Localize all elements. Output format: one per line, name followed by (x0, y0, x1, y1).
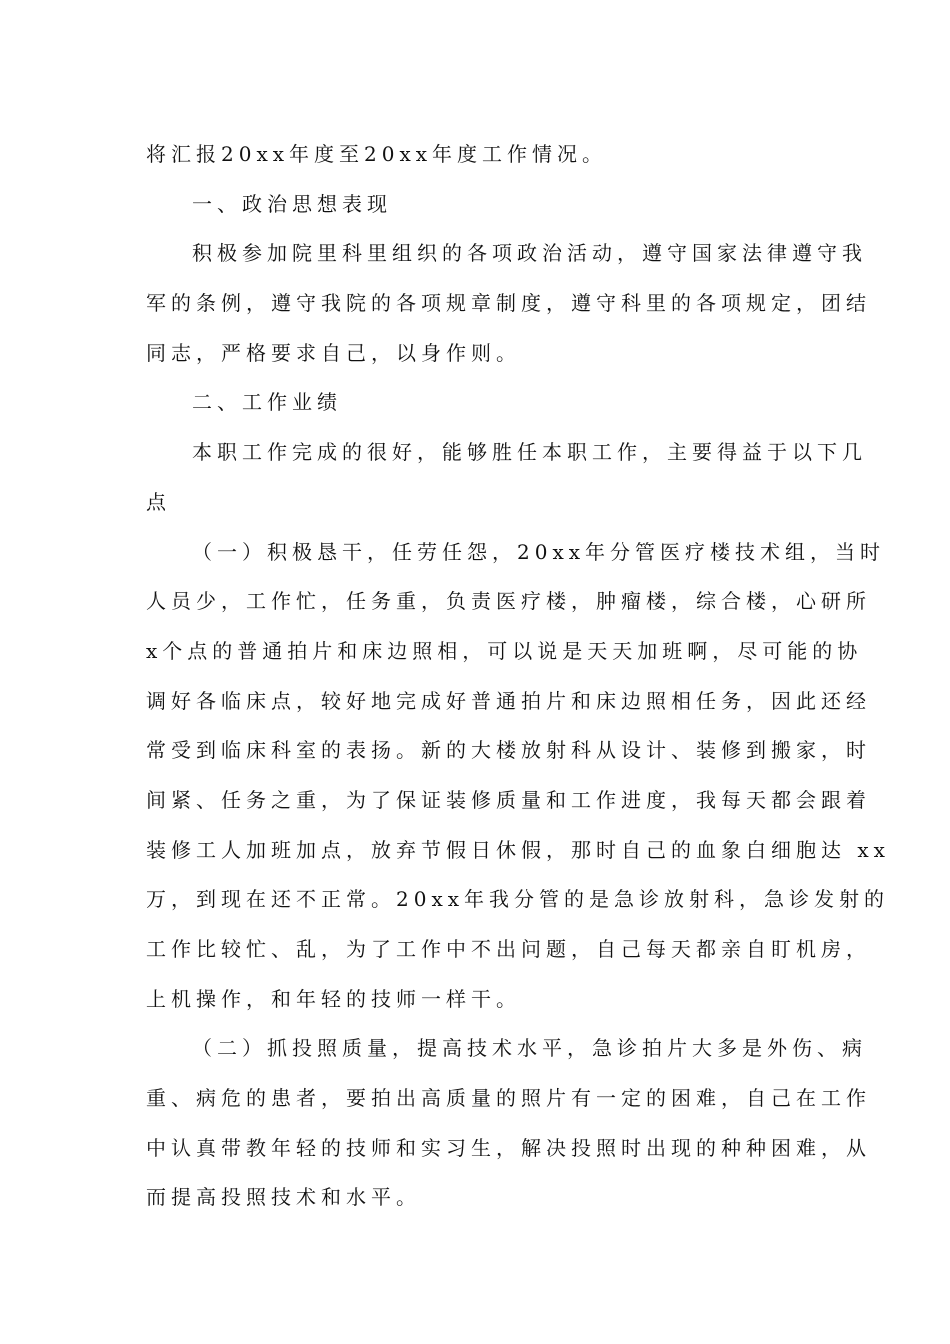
text-line: x个点的普通拍片和床边照相，可以说是天天加班啊，尽可能的协 (146, 638, 863, 663)
text-line: 而提高投照技术和水平。 (146, 1185, 421, 1210)
text-line: 万，到现在还不正常。20xx年我分管的是急诊放射科，急诊发射的 (146, 887, 890, 912)
text-line: 本职工作完成的很好，能够胜任本职工作，主要得益于以下几 (192, 440, 867, 465)
text-line: 同志，严格要求自己，以身作则。 (146, 340, 521, 365)
text-line: 中认真带教年轻的技师和实习生，解决投照时出现的种种困难，从 (146, 1135, 871, 1160)
text-line: 将汇报20xx年度至20xx年度工作情况。 (146, 142, 608, 166)
text-line: 积极参加院里科里组织的各项政治活动，遵守国家法律遵守我 (192, 241, 867, 266)
text-line: （二）抓投照质量，提高技术水平，急诊拍片大多是外伤、病 (192, 1036, 867, 1061)
text-line: 间紧、任务之重，为了保证装修质量和工作进度，我每天都会跟着 (146, 787, 871, 812)
text-line: 常受到临床科室的表扬。新的大楼放射科从设计、装修到搬家，时 (146, 738, 871, 763)
text-line: 军的条例，遵守我院的各项规章制度，遵守科里的各项规定，团结 (146, 291, 871, 316)
text-line: 重、病危的患者，要拍出高质量的照片有一定的困难，自己在工作 (146, 1086, 871, 1111)
text-line: 工作比较忙、乱，为了工作中不出问题，自己每天都亲自盯机房， (146, 937, 871, 961)
text-line: （一）积极恳干，任劳任怨，20xx年分管医疗楼技术组，当时 (192, 539, 886, 564)
document-body (146, 130, 890, 1223)
text-line: 装修工人加班加点，放弃节假日休假，那时自己的血象白细胞达 xx (146, 837, 890, 862)
section-heading-political: 一、政治思想表现 (192, 191, 392, 216)
text-line: 人员少，工作忙，任务重，负责医疗楼，肿瘤楼，综合楼，心研所 (146, 589, 871, 614)
section-heading-achievements: 二、工作业绩 (192, 390, 342, 415)
text-line: 点 (146, 489, 171, 514)
text-line: 上机操作，和年轻的技师一样干。 (146, 986, 521, 1011)
text-line: 调好各临床点，较好地完成好普通拍片和床边照相任务，因此还经 (146, 688, 871, 713)
